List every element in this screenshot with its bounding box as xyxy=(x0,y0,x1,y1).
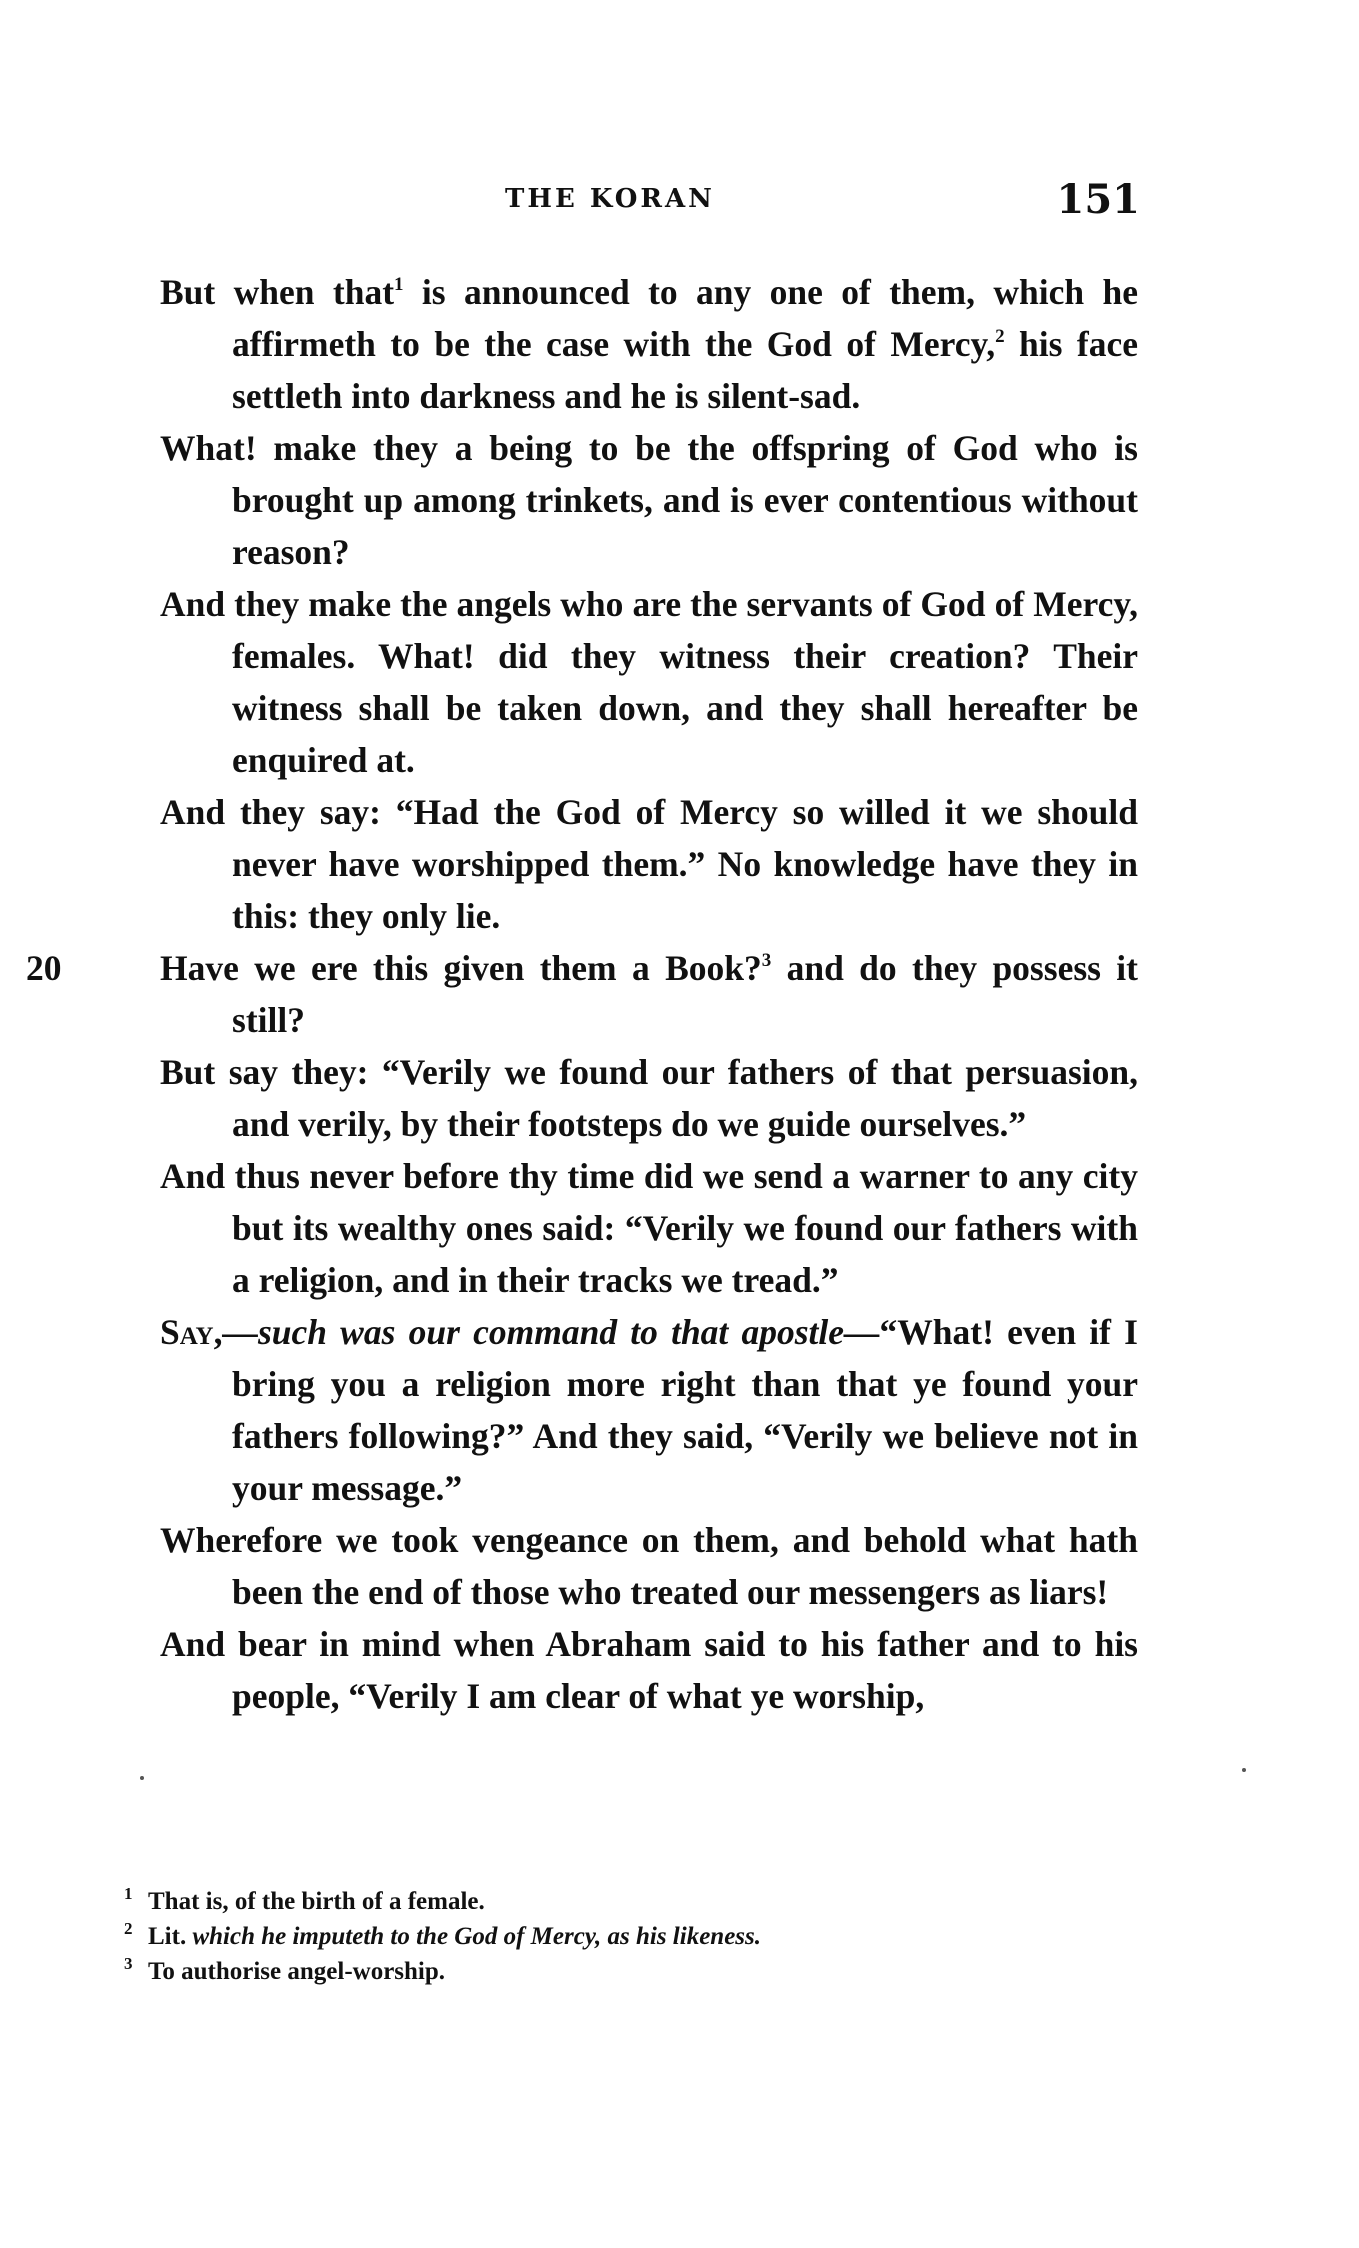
page-speck xyxy=(140,1776,144,1780)
text-run: Have we ere this given them a Book? xyxy=(160,948,762,988)
text-run: is announced to any one of them, which he affirmeth to be the case with the God of Mercy, xyxy=(232,272,1139,364)
text-run: “What! even if I bring you a religion more right than that ye found your fathers following?” And they said, “Verily we believe not in your message.” xyxy=(232,1312,1138,1508)
verse-paragraph xyxy=(160,578,1138,786)
verse-paragraph xyxy=(160,786,1138,942)
page-speck xyxy=(1242,1768,1246,1772)
italic-text: —such was our command to that apostle— xyxy=(222,1312,880,1352)
text-run: And they make the angels who are the servants of God of Mercy, females. What! did they witness their creation? Their witness shall be taken down, and they shall hereafter be enquired at. xyxy=(160,584,1138,780)
verse-paragraph xyxy=(160,1046,1138,1150)
text-run: his face settleth into darkness and he is silent-sad. xyxy=(232,324,1138,416)
verse-paragraph xyxy=(160,266,1138,422)
text-run: But say they: “Verily we found our fathers of that persuasion, and verily, by their footsteps do we guide ourselves.” xyxy=(160,1052,1138,1144)
verse-number: 20 xyxy=(26,948,62,988)
text-run: , xyxy=(213,1312,223,1352)
footnote-ref: 2 xyxy=(995,326,1005,347)
text-run: What! make they a being to be the offspring of God who is brought up among trinkets, and is ever contentious without reason? xyxy=(160,428,1138,572)
text-run: and do they possess it still? xyxy=(232,948,1138,1040)
footnote xyxy=(124,1884,1134,1919)
running-head: THE KORAN xyxy=(505,184,715,214)
verse-paragraph xyxy=(160,1514,1138,1618)
text-run: And thus never before thy time did we send a warner to any city but its wealthy ones said: “Verily we found our fathers with a religion, and in their tracks we tread.” xyxy=(160,1156,1138,1300)
text-run: Lit. xyxy=(148,1923,193,1950)
verse-paragraph xyxy=(160,1306,1138,1514)
footnotes xyxy=(124,1884,1134,1989)
verse-paragraph xyxy=(160,1618,1138,1722)
verse-paragraph xyxy=(160,1150,1138,1306)
text-run: But when that xyxy=(160,272,395,312)
text-run: And they say: “Had the God of Mercy so willed it we should never have worshipped them.” No knowledge have they in this: they only lie. xyxy=(160,792,1138,936)
footnote xyxy=(124,1954,1134,1989)
page-number: 151 xyxy=(1056,176,1140,223)
small-caps-text: Say xyxy=(160,1312,214,1352)
verse-paragraph xyxy=(160,422,1138,578)
text-run: To authorise angel-worship. xyxy=(148,1958,446,1985)
body-text xyxy=(26,266,1139,1722)
text-run: Wherefore we took vengeance on them, and behold what hath been the end of those who treated our messengers as liars! xyxy=(160,1520,1138,1612)
footnote-mark: 3 xyxy=(124,1954,133,1973)
footnote-ref: 3 xyxy=(761,950,772,971)
text-run: That is, of the birth of a female. xyxy=(148,1888,485,1915)
verse-paragraph xyxy=(26,942,1138,1046)
italic-text: which he imputeth to the God of Mercy, as his likeness. xyxy=(192,1923,762,1950)
footnote-mark: 1 xyxy=(124,1884,133,1903)
footnote-ref: 1 xyxy=(394,274,404,295)
footnote xyxy=(124,1919,1134,1954)
text-run: And bear in mind when Abraham said to his father and to his people, “Verily I am clear of what ye worship, xyxy=(160,1624,1138,1716)
footnote-mark: 2 xyxy=(124,1919,133,1938)
